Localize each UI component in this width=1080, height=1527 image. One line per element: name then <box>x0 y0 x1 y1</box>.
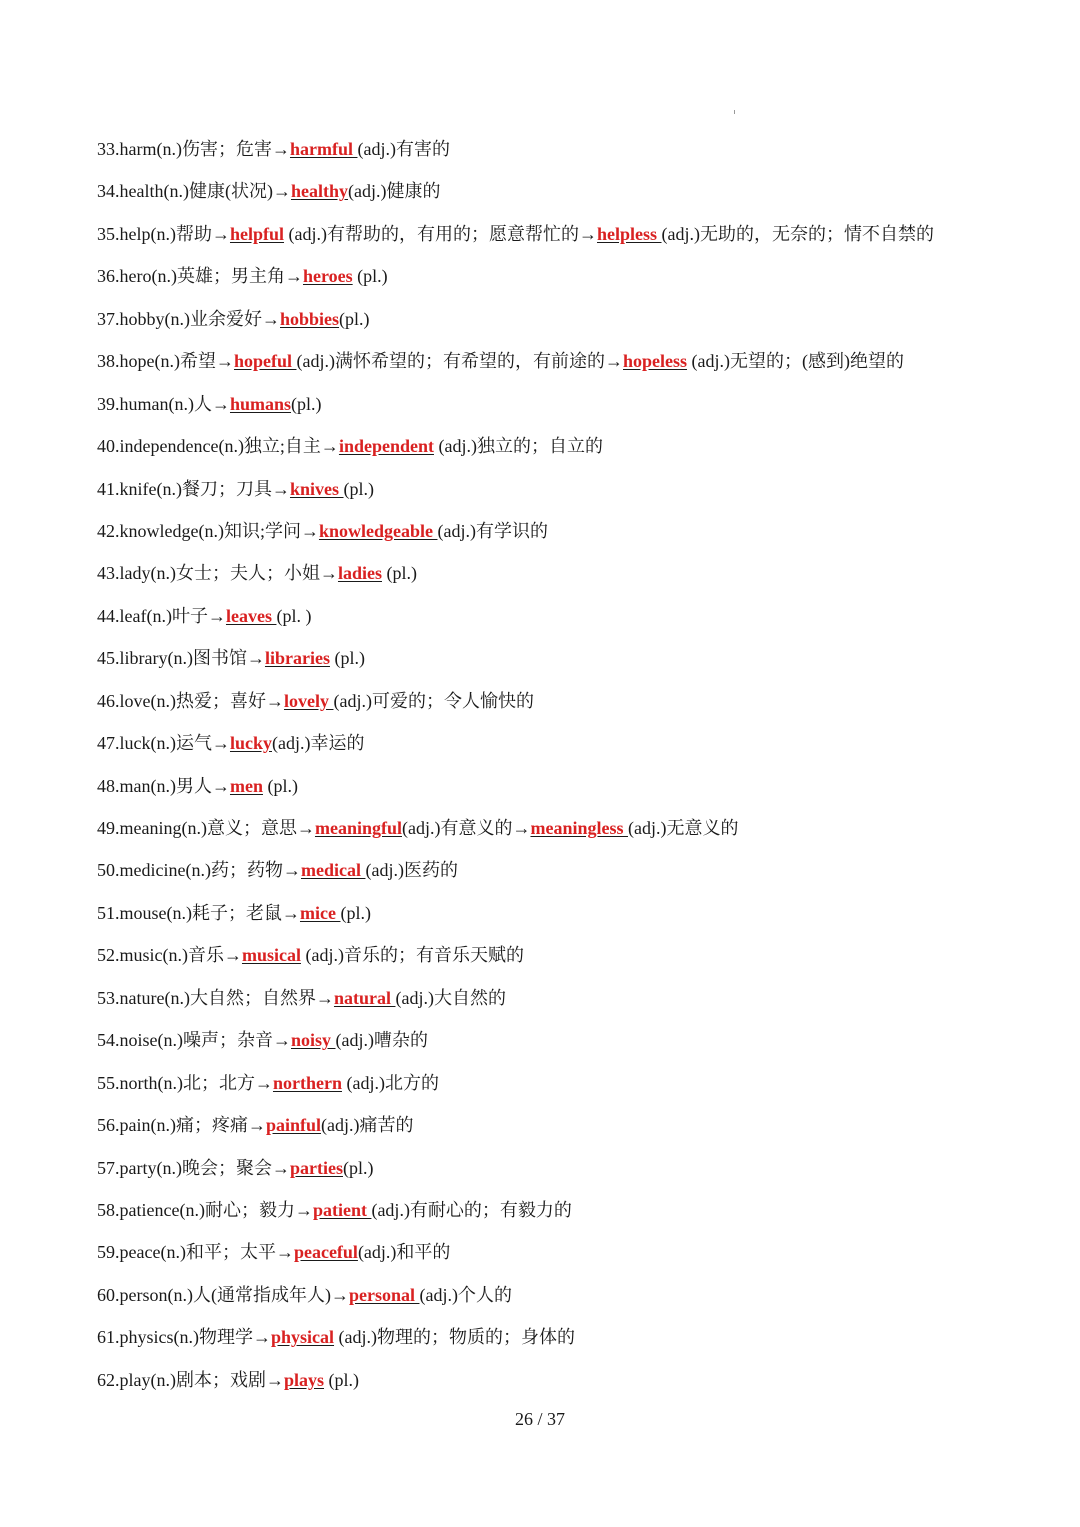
entry-text: (adj.)满怀希望的；有希望的，有前途的→ <box>296 351 623 372</box>
entry-text: (pl.) <box>339 308 370 329</box>
vocabulary-entry <box>97 807 1057 849</box>
entry-text: (pl.) <box>329 648 365 669</box>
entry-text: 62.play(n.)剧本；戏剧→ <box>97 1369 284 1390</box>
entry-text: (pl.) <box>262 775 298 796</box>
vocabulary-entry <box>97 892 1057 934</box>
entry-text: 48.man(n.)男人→ <box>97 775 230 796</box>
vocabulary-entry <box>97 1019 1057 1061</box>
entry-text: (adj.)嘈杂的 <box>335 1030 428 1051</box>
entry-text: (pl. ) <box>276 605 312 626</box>
derived-word: physical <box>271 1327 335 1348</box>
derived-word: northern <box>272 1072 342 1093</box>
derived-word: lovely <box>283 690 334 711</box>
entry-text: 33.harm(n.)伤害；危害→ <box>97 139 290 159</box>
vocabulary-entry <box>97 1062 1057 1104</box>
derived-word: ladies <box>337 563 382 584</box>
vocabulary-entry <box>97 1274 1057 1316</box>
entry-text: (adj.)物理的；物质的；身体的 <box>334 1327 576 1348</box>
entry-text: (adj.)幸运的 <box>272 733 365 754</box>
derived-word: helpless <box>597 223 662 244</box>
entry-text: (pl.) <box>291 393 322 414</box>
entry-text: 46.love(n.)热爱；喜好→ <box>97 690 284 711</box>
entry-text: 49.meaning(n.)意义；意思→ <box>97 818 315 838</box>
entry-text: (adj.)有帮助的，有用的；愿意帮忙的→ <box>284 223 597 244</box>
derived-word: hopeful <box>233 351 297 372</box>
vocabulary-entry <box>97 595 1057 637</box>
entry-text: 51.mouse(n.)耗子；老鼠→ <box>97 902 300 923</box>
derived-word: heroes <box>302 266 353 287</box>
entry-text: (pl.) <box>324 1369 360 1390</box>
derived-word: libraries <box>264 648 330 669</box>
page-number: 26 / 37 <box>514 1409 565 1429</box>
derived-word: noisy <box>290 1030 336 1051</box>
vocabulary-entry <box>97 1359 1057 1401</box>
derived-word: personal <box>348 1284 420 1305</box>
entry-text: (adj.)北方的 <box>341 1072 439 1093</box>
entry-text: 57.party(n.)晚会；聚会→ <box>97 1157 290 1178</box>
entry-text: 39.human(n.)人→ <box>97 393 230 414</box>
derived-word: patient <box>312 1199 372 1220</box>
derived-word: musical <box>241 945 301 966</box>
vocabulary-entry <box>97 637 1057 679</box>
entry-text: (adj.)有害的 <box>357 139 450 159</box>
entry-text: 58.patience(n.)耐心；毅力→ <box>97 1199 313 1220</box>
entry-text: 35.help(n.)帮助→ <box>97 223 230 244</box>
vocabulary-entry <box>97 170 1057 212</box>
vocabulary-entry <box>97 255 1057 297</box>
page-mark <box>734 110 735 114</box>
derived-word: lucky <box>229 733 272 754</box>
vocabulary-entry <box>97 977 1057 1019</box>
entry-text: 34.health(n.)健康(状况)→ <box>97 181 291 202</box>
vocabulary-entry <box>97 1147 1057 1189</box>
vocabulary-entry <box>97 680 1057 722</box>
entry-text: 56.pain(n.)痛；疼痛→ <box>97 1115 266 1136</box>
entry-text: (pl.) <box>340 902 371 923</box>
entry-text: 47.luck(n.)运气→ <box>97 733 230 754</box>
vocabulary-entry <box>97 468 1057 510</box>
vocabulary-entry <box>97 934 1057 976</box>
entry-text: 38.hope(n.)希望→ <box>97 351 234 372</box>
entry-text: 60.person(n.)人(通常指成年人)→ <box>97 1284 349 1305</box>
entry-text: (pl.) <box>352 266 388 287</box>
vocabulary-list <box>97 128 1057 1401</box>
derived-word: peaceful <box>293 1242 358 1263</box>
entry-text: (pl.) <box>342 1157 374 1178</box>
entry-text: (adj.)可爱的；令人愉快的 <box>333 690 534 711</box>
vocabulary-entry <box>97 1316 1057 1358</box>
derived-word: medical <box>300 860 366 881</box>
entry-text: (adj.)无望的；(感到)绝望的 <box>687 351 904 372</box>
vocabulary-entry <box>97 1231 1057 1273</box>
entry-text: 42.knowledge(n.)知识;学问→ <box>97 520 319 541</box>
entry-text: (adj.)独立的；自立的 <box>433 436 603 457</box>
entry-text: 61.physics(n.)物理学→ <box>97 1327 271 1348</box>
vocabulary-entry <box>97 128 1057 170</box>
vocabulary-entry <box>97 213 1057 255</box>
vocabulary-entry <box>97 298 1057 340</box>
entry-text: 37.hobby(n.)业余爱好→ <box>97 308 280 329</box>
entry-text: (adj.)有意义的→ <box>401 818 531 838</box>
entry-text: (adj.)有学识的 <box>437 520 548 541</box>
vocabulary-entry <box>97 552 1057 594</box>
entry-text: 45.library(n.)图书馆→ <box>97 648 265 669</box>
derived-word: meaningful <box>314 818 402 838</box>
vocabulary-entry <box>97 340 1057 382</box>
entry-text: (adj.)健康的 <box>347 181 441 202</box>
vocabulary-entry <box>97 849 1057 891</box>
entry-text: (adj.)有耐心的；有毅力的 <box>371 1199 572 1220</box>
derived-word: knowledgeable <box>318 520 438 541</box>
derived-word: harmful <box>289 139 358 159</box>
entry-text: 36.hero(n.)英雄；男主角→ <box>97 266 303 287</box>
entry-text: (adj.)大自然的 <box>395 987 506 1008</box>
entry-text: 52.music(n.)音乐→ <box>97 945 242 966</box>
derived-word: painful <box>265 1115 322 1136</box>
derived-word: natural <box>333 987 396 1008</box>
derived-word: men <box>229 775 263 796</box>
entry-text: 59.peace(n.)和平；太平→ <box>97 1242 294 1263</box>
entry-text: (pl.) <box>382 563 417 584</box>
entry-text: 43.lady(n.)女士；夫人；小姐→ <box>97 563 338 584</box>
vocabulary-entry <box>97 510 1057 552</box>
derived-word: knives <box>289 478 344 499</box>
entry-text: (adj.)和平的 <box>357 1242 451 1263</box>
derived-word: hopeless <box>623 351 688 372</box>
entry-text: 53.nature(n.)大自然；自然界→ <box>97 987 334 1008</box>
entry-text: (adj.)医药的 <box>365 860 458 881</box>
vocabulary-entry <box>97 1104 1057 1146</box>
entry-text: (adj.)音乐的；有音乐天赋的 <box>301 945 524 966</box>
vocabulary-entry <box>97 383 1057 425</box>
entry-text: (adj.)无意义的 <box>627 818 739 838</box>
vocabulary-entry <box>97 425 1057 467</box>
derived-word: leaves <box>225 605 277 626</box>
entry-text: (pl.) <box>343 478 375 499</box>
entry-text: 54.noise(n.)噪声；杂音→ <box>97 1030 291 1051</box>
derived-word: healthy <box>290 181 348 202</box>
vocabulary-entry <box>97 765 1057 807</box>
derived-word: mice <box>299 902 341 923</box>
entry-text: (adj.)个人的 <box>419 1284 512 1305</box>
derived-word: parties <box>289 1157 343 1178</box>
entry-text: 44.leaf(n.)叶子→ <box>97 605 226 626</box>
entry-text: 41.knife(n.)餐刀；刀具→ <box>97 478 290 499</box>
derived-word: hobbies <box>280 308 340 329</box>
derived-word: meaningless <box>530 818 628 838</box>
vocabulary-entry <box>97 722 1057 764</box>
derived-word: humans <box>229 393 292 414</box>
derived-word: helpful <box>229 223 285 244</box>
derived-word: plays <box>283 1369 325 1390</box>
entry-text: 50.medicine(n.)药；药物→ <box>97 860 301 881</box>
entry-text: 55.north(n.)北；北方→ <box>97 1072 273 1093</box>
entry-text: (adj.)痛苦的 <box>321 1115 414 1136</box>
derived-word: independent <box>338 436 434 457</box>
vocabulary-entry <box>97 1189 1057 1231</box>
entry-text: 40.independence(n.)独立;自主→ <box>97 436 339 457</box>
entry-text: (adj.)无助的，无奈的；情不自禁的 <box>661 223 934 244</box>
